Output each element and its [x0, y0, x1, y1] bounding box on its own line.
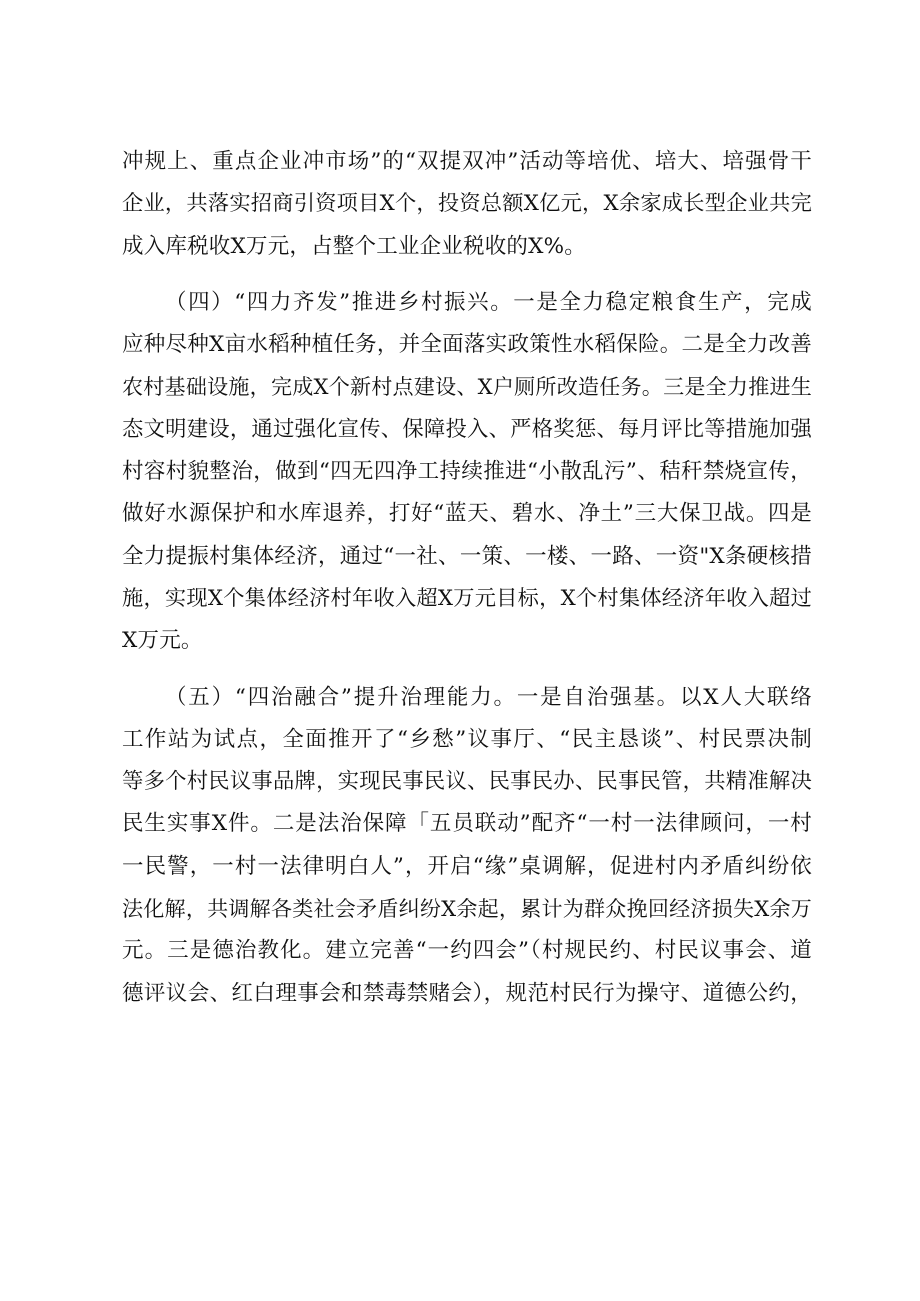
text-line: 应种尽种X亩水稻种植任务，并全面落实政策性水稻保险。二是全力改善: [122, 332, 812, 358]
text-line: X万元。: [122, 628, 203, 654]
paragraph-3: [122, 677, 812, 1015]
paragraph-2: [122, 282, 812, 663]
paragraph-1: [122, 141, 812, 268]
text-line: 全力提振村集体经济，通过“一社、一策、一楼、一路、一资"X条硬核措: [122, 543, 812, 569]
text-line: 施，实现X个集体经济村年收入超X万元目标，X个村集体经济年收入超过: [122, 585, 812, 611]
text-line: 等多个村民议事品牌，实现民事民议、民事民办、民事民管，共精准解决: [122, 769, 812, 795]
text-line: 成入库税收X万元，占整个工业企业税收的X%。: [122, 233, 586, 259]
text-line: 民生实事X件。二是法治保障「五员联动”配齐“一村一法律顾问，一村: [122, 811, 812, 837]
text-line: 德评议会、红白理事会和禁毒禁赌会），规范村民行为操守、道德公约，: [122, 980, 812, 1006]
text-line: （五）“四治融合”提升治理能力。一是自治强基。以X人大联络: [165, 684, 812, 710]
text-line: 一民警，一村一法律明白人”，开启“缘”桌调解，促进村内矛盾纠纷依: [122, 853, 812, 879]
text-line: 法化解，共调解各类社会矛盾纠纷X余起，累计为群众挽回经济损失X余万: [122, 896, 812, 922]
document-body: [122, 141, 812, 1015]
text-line: 村容村貌整治，做到“四无四净工持续推进“小散乱污”、秸秆禁烧宣传，: [122, 459, 812, 485]
text-line: 做好水源保护和水库退养，打好“蓝天、碧水、净土”三大保卫战。四是: [122, 501, 812, 527]
text-line: 元。三是德治教化。建立完善“一约四会”（村规民约、村民议事会、道: [122, 938, 812, 964]
text-line: （四）“四力齐发”推进乡村振兴。一是全力稳定粮食生产，完成: [165, 289, 812, 315]
paragraph-spacer: [122, 268, 812, 282]
text-line: 企业，共落实招商引资项目X个，投资总额X亿元，X余家成长型企业共完: [122, 191, 812, 217]
text-line: 冲规上、重点企业冲市场”的“双提双冲”活动等培优、培大、培强骨干: [122, 149, 812, 174]
paragraph-spacer: [122, 663, 812, 677]
text-line: 工作站为试点，全面推开了“乡愁”议事厅、“民主恳谈”、村民票决制: [122, 726, 812, 752]
text-line: 态文明建设，通过强化宣传、保障投入、严格奖惩、每月评比等措施加强: [122, 416, 812, 442]
text-line: 农村基础设施，完成X个新村点建设、X户厕所改造任务。三是全力推进生: [122, 374, 812, 400]
